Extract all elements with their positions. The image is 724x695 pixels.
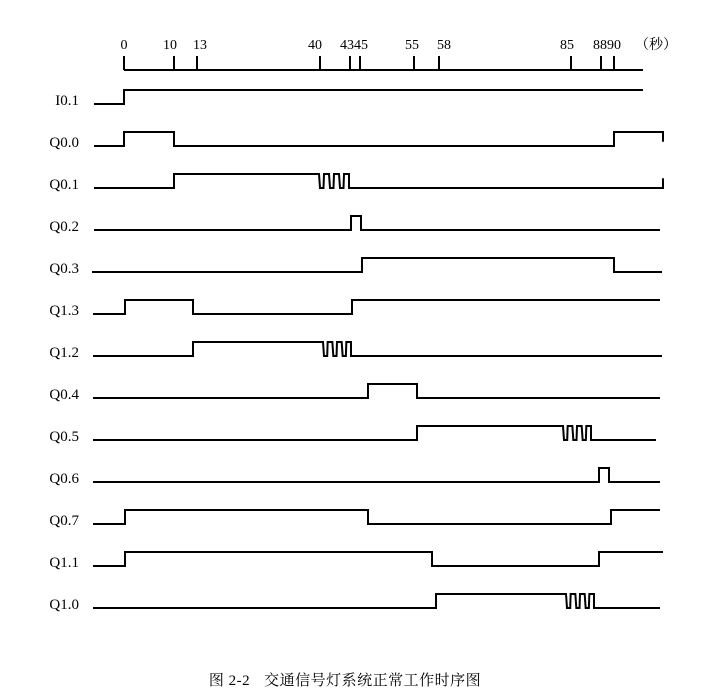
figure-title: 交通信号灯系统正常工作时序图: [264, 671, 482, 689]
time-axis-unit-label: （秒）: [635, 38, 677, 53]
signal-waveform: [94, 90, 643, 104]
signal-label: Q0.7: [49, 513, 79, 529]
signal-waveform: [93, 342, 662, 356]
signal-label: Q0.5: [49, 429, 79, 445]
tick-label: 85: [560, 38, 574, 53]
signal-label: Q0.0: [49, 135, 79, 151]
signal-row-q1-0: [49, 594, 660, 613]
signal-row-q1-1: [49, 552, 663, 571]
signal-waveform: [93, 552, 663, 566]
signal-waveform: [94, 216, 660, 230]
signal-row-q0-0: [49, 132, 663, 151]
tick-label: 55: [405, 38, 419, 53]
signal-row-q0-1: [49, 174, 663, 193]
signal-waveform: [92, 258, 662, 272]
figure-number: 图 2-2: [208, 673, 251, 689]
signal-waveform: [94, 132, 663, 146]
tick-label: 0: [120, 38, 128, 53]
signal-waveform: [93, 384, 660, 398]
tick-label: 4345: [340, 38, 368, 53]
signal-row-q0-3: [49, 258, 662, 277]
tick-label: 13: [193, 38, 207, 53]
signal-waveform: [93, 300, 660, 314]
signal-row-q1-3: [49, 300, 660, 319]
tick-label: 58: [437, 38, 451, 53]
signal-label: Q0.3: [49, 261, 79, 277]
signal-row-q0-4: [49, 384, 660, 403]
signal-row-q0-5: [49, 426, 656, 445]
signal-label: Q0.1: [49, 177, 79, 193]
signal-waveform: [93, 510, 660, 524]
signal-label: Q0.2: [49, 219, 79, 235]
signal-label: Q1.3: [49, 303, 79, 319]
signal-row-i0-1: [55, 90, 643, 109]
signal-waveform: [94, 174, 663, 188]
signal-label: Q0.4: [49, 387, 79, 403]
signal-waveform: [93, 468, 660, 482]
figure-caption: [0, 669, 690, 690]
tick-label: 40: [308, 38, 322, 53]
tick-label: 10: [163, 38, 177, 53]
signal-label: Q1.0: [49, 597, 79, 613]
signal-label: Q1.2: [49, 345, 79, 361]
signal-row-q0-7: [49, 510, 660, 529]
signal-rows: [49, 90, 663, 613]
signal-waveform: [93, 426, 656, 440]
signal-row-q0-6: [49, 468, 660, 487]
signal-label: Q0.6: [49, 471, 79, 487]
time-axis-ticks: [124, 56, 614, 70]
time-axis: [121, 36, 678, 70]
time-axis-tick-labels: [121, 38, 622, 53]
signal-row-q1-2: [49, 342, 662, 361]
signal-waveform: [93, 594, 660, 608]
signal-row-q0-2: [49, 216, 660, 235]
signal-label: Q1.1: [49, 555, 79, 571]
tick-label: 8890: [593, 38, 621, 53]
signal-label: I0.1: [55, 93, 79, 109]
